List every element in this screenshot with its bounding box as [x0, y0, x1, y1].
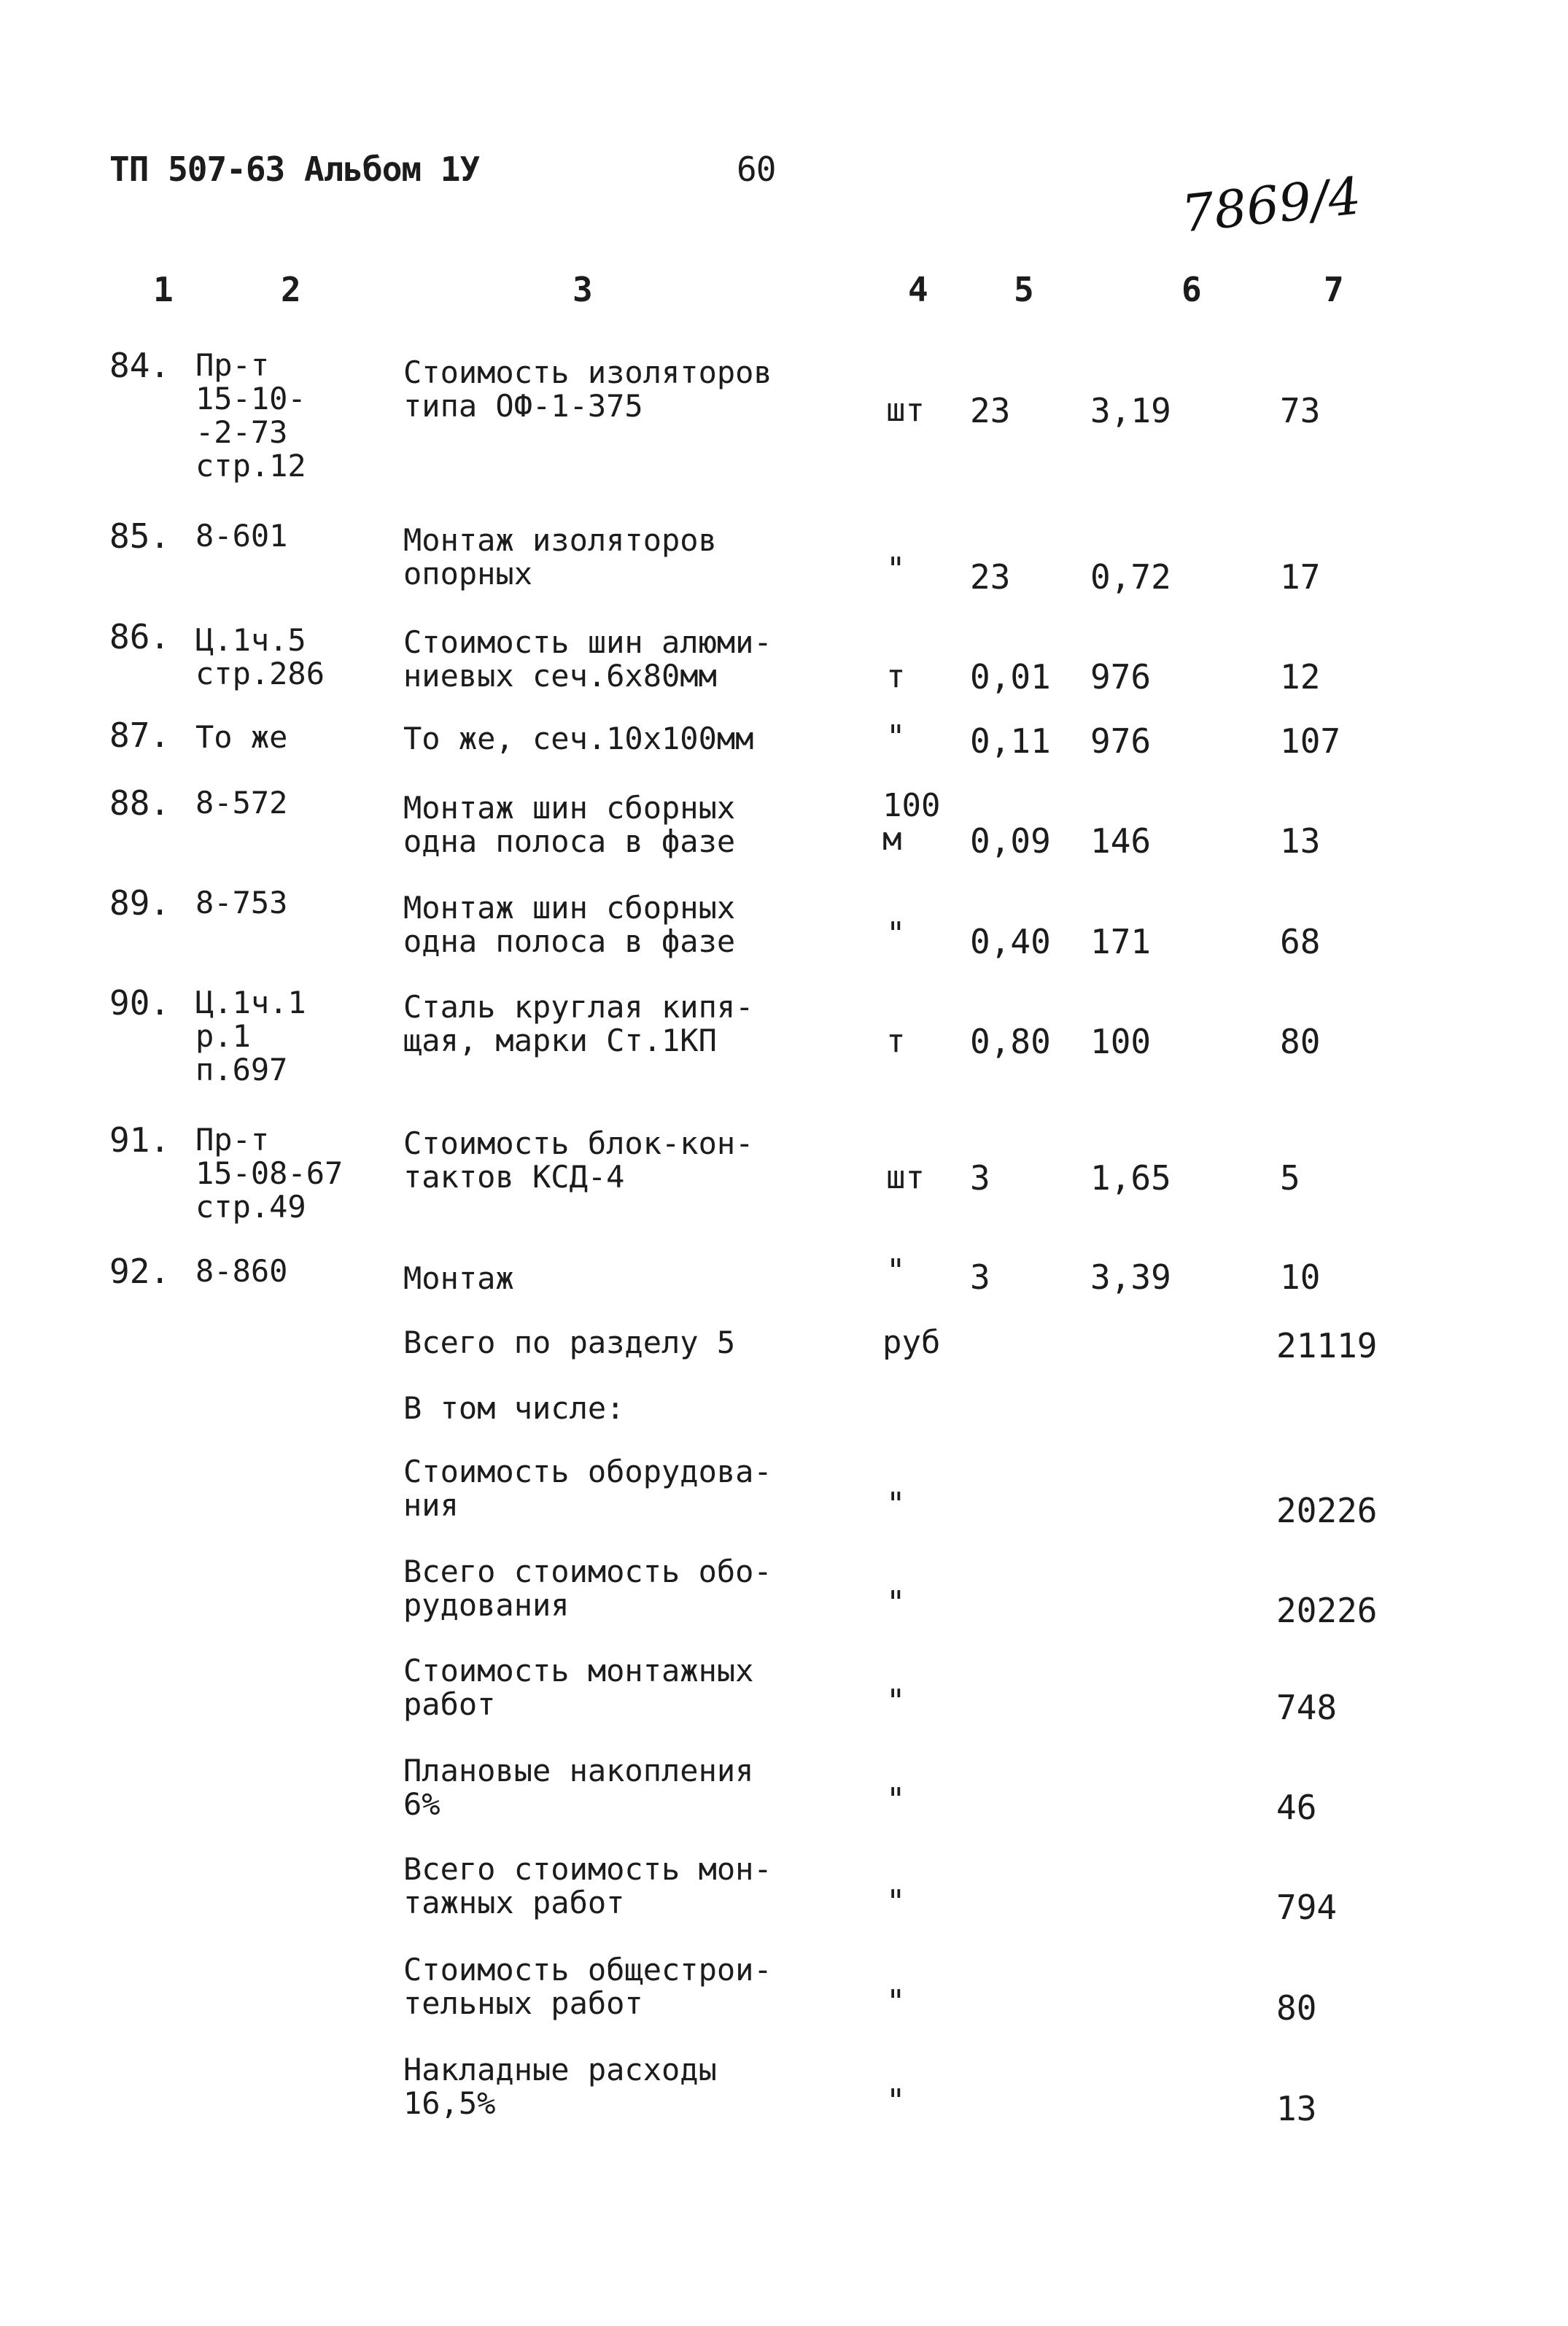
row-92-total: 10	[1280, 1257, 1321, 1297]
summary-total-equipment-cost-unit: "	[886, 1584, 906, 1621]
row-87-number: 87.	[109, 716, 171, 755]
row-84-description: Стоимость изоляторов типа ОФ-1-375	[403, 354, 772, 424]
page-number: 60	[737, 150, 776, 189]
row-88-number: 88.	[109, 783, 171, 823]
summary-total-installation-cost: Всего стоимость мон- тажных работ	[403, 1851, 772, 1920]
row-90-description: Сталь круглая кипя- щая, марки Ст.1КП	[403, 989, 754, 1058]
row-89-quantity: 0,40	[970, 922, 1051, 961]
row-91-reference: Пр-т 15-08-67 стр.49	[195, 1122, 344, 1225]
row-91-description: Стоимость блок-кон- тактов КСД-4	[403, 1125, 754, 1195]
row-85-number: 85.	[109, 516, 171, 556]
row-87-description: То же, сеч.10х100мм	[403, 721, 754, 756]
row-84-number: 84.	[109, 346, 171, 385]
document-code: ТП 507-63 Альбом 1У	[109, 150, 480, 189]
row-89-reference: 8-753	[195, 885, 288, 920]
column-header-3: 3	[573, 270, 593, 309]
row-92-description: Монтаж	[403, 1260, 514, 1296]
summary-including-label: В том числе:	[403, 1390, 625, 1426]
summary-overhead-costs-value: 13	[1276, 2089, 1317, 2128]
row-92-quantity: 3	[970, 1257, 990, 1297]
summary-installation-cost: Стоимость монтажных работ	[403, 1653, 754, 1722]
summary-total-section-5: Всего по разделу 5	[403, 1325, 736, 1360]
row-91-price: 1,65	[1090, 1158, 1171, 1198]
row-86-total: 12	[1280, 657, 1321, 697]
row-91-number: 91.	[109, 1120, 171, 1160]
summary-total-section-5-unit: руб	[882, 1324, 941, 1361]
row-85-reference: 8-601	[195, 518, 288, 554]
row-87-quantity: 0,11	[970, 721, 1051, 761]
summary-installation-cost-unit: "	[886, 1683, 906, 1720]
row-92-reference: 8-860	[195, 1253, 288, 1289]
row-88-reference: 8-572	[195, 785, 288, 821]
row-86-description: Стоимость шин алюми- ниевых сеч.6х80мм	[403, 624, 772, 694]
row-85-quantity: 23	[970, 557, 1011, 597]
row-88-description: Монтаж шин сборных одна полоса в фазе	[403, 790, 736, 859]
row-89-number: 89.	[109, 883, 171, 923]
row-85-total: 17	[1280, 557, 1321, 597]
column-header-4: 4	[908, 270, 928, 309]
column-header-1: 1	[153, 270, 174, 309]
row-91-quantity: 3	[970, 1158, 990, 1198]
summary-general-construction-cost: Стоимость общестрои- тельных работ	[403, 1952, 772, 2021]
row-90-total: 80	[1280, 1022, 1321, 1061]
row-88-price: 146	[1090, 821, 1152, 861]
row-85-description: Монтаж изоляторов опорных	[403, 522, 717, 592]
summary-total-equipment-cost: Всего стоимость обо- рудования	[403, 1554, 772, 1623]
summary-total-installation-cost-value: 794	[1276, 1888, 1338, 1927]
row-84-total: 73	[1280, 391, 1321, 430]
row-84-reference: Пр-т 15-10- -2-73 стр.12	[195, 347, 306, 484]
row-87-total: 107	[1280, 721, 1341, 761]
summary-general-construction-cost-unit: "	[886, 1983, 906, 2020]
row-89-unit: "	[886, 915, 906, 953]
row-86-quantity: 0,01	[970, 657, 1051, 697]
column-header-2: 2	[281, 270, 301, 309]
row-88-quantity: 0,09	[970, 821, 1051, 861]
row-89-total: 68	[1280, 922, 1321, 961]
summary-overhead-costs-unit: "	[886, 2082, 906, 2120]
handwritten-number: 7869/4	[1179, 166, 1364, 244]
row-87-unit: "	[886, 718, 906, 756]
summary-overhead-costs: Накладные расходы 16,5%	[403, 2052, 717, 2121]
summary-equipment-cost-unit: "	[886, 1486, 906, 1523]
row-90-number: 90.	[109, 983, 171, 1023]
summary-total-equipment-cost-value: 20226	[1276, 1591, 1378, 1630]
row-84-quantity: 23	[970, 391, 1011, 430]
row-89-description: Монтаж шин сборных одна полоса в фазе	[403, 890, 736, 959]
summary-equipment-cost: Стоимость оборудова- ния	[403, 1454, 772, 1523]
summary-equipment-cost-value: 20226	[1276, 1491, 1378, 1530]
column-header-7: 7	[1324, 270, 1344, 309]
summary-planned-savings-value: 46	[1276, 1788, 1317, 1827]
row-87-reference: То же	[195, 719, 288, 755]
row-90-reference: Ц.1ч.1 р.1 п.697	[195, 985, 306, 1088]
row-91-unit: шт	[886, 1159, 925, 1196]
row-89-price: 171	[1090, 922, 1152, 961]
row-92-number: 92.	[109, 1252, 171, 1291]
summary-total-installation-cost-unit: "	[886, 1883, 906, 1920]
summary-planned-savings-unit: "	[886, 1781, 906, 1818]
summary-planned-savings: Плановые накопления 6%	[403, 1753, 754, 1822]
row-86-number: 86.	[109, 617, 171, 656]
row-84-price: 3,19	[1090, 391, 1171, 430]
column-header-5: 5	[1014, 270, 1034, 309]
row-92-price: 3,39	[1090, 1257, 1171, 1297]
summary-general-construction-cost-value: 80	[1276, 1988, 1317, 2028]
row-86-unit: т	[886, 658, 906, 695]
row-85-unit: "	[886, 551, 906, 588]
row-86-price: 976	[1090, 657, 1152, 697]
row-88-unit: 100 м	[882, 787, 941, 858]
summary-total-section-5-value: 21119	[1276, 1326, 1378, 1365]
summary-installation-cost-value: 748	[1276, 1688, 1338, 1727]
row-92-unit: "	[886, 1252, 906, 1290]
row-90-unit: т	[886, 1023, 906, 1060]
row-90-quantity: 0,80	[970, 1022, 1051, 1061]
row-84-unit: шт	[886, 392, 925, 429]
column-header-6: 6	[1181, 270, 1202, 309]
row-91-total: 5	[1280, 1158, 1300, 1198]
row-85-price: 0,72	[1090, 557, 1171, 597]
row-88-total: 13	[1280, 821, 1321, 861]
row-86-reference: Ц.1ч.5 стр.286	[195, 622, 325, 691]
row-90-price: 100	[1090, 1022, 1152, 1061]
row-87-price: 976	[1090, 721, 1152, 761]
